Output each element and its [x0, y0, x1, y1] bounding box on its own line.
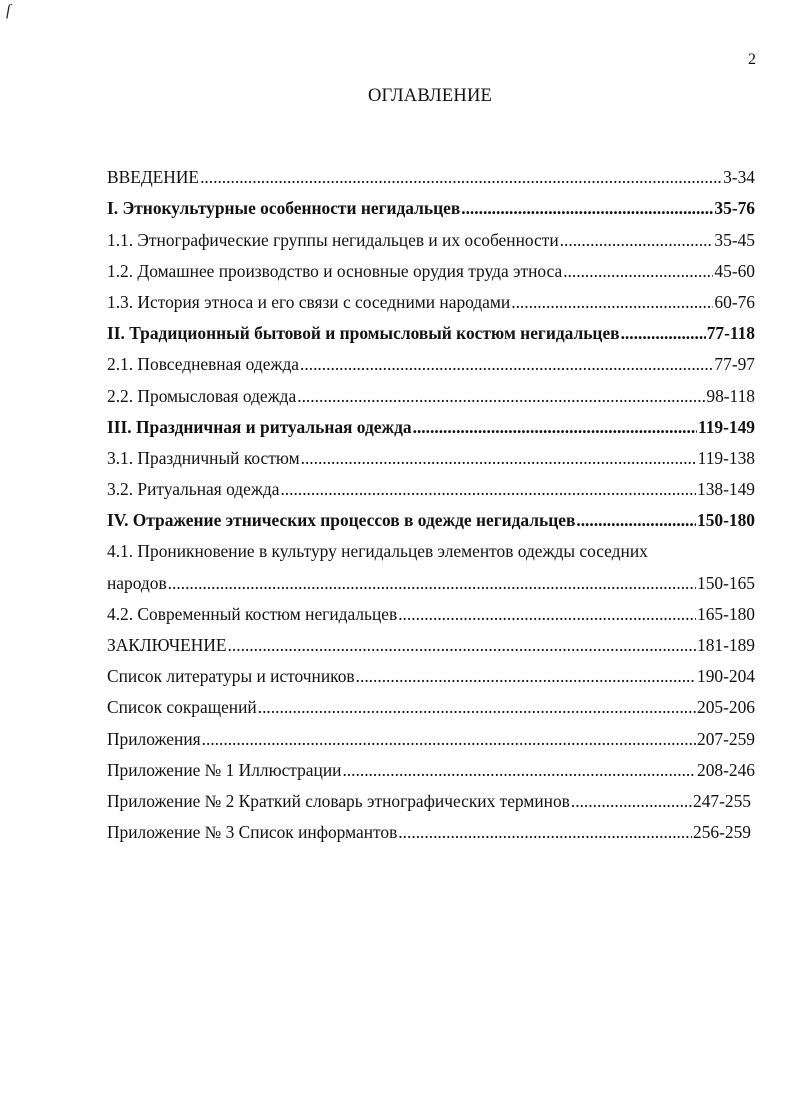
toc-entry-chapter-1[interactable] — [107, 188, 755, 219]
toc-entry-section-2-1[interactable] — [107, 344, 755, 375]
toc-entry-section-4-1-line1[interactable] — [107, 531, 755, 562]
dot-leader — [621, 322, 706, 344]
dot-leader — [258, 696, 696, 718]
dot-leader — [461, 197, 713, 219]
toc-entry-pages: 119-149 — [697, 416, 755, 437]
toc-entry-label: IV. Отражение этнических процессов в одежде негидальцев — [107, 510, 576, 531]
toc-entry-section-1-2[interactable] — [107, 251, 755, 282]
toc-entry-pages: 45-60 — [714, 260, 755, 281]
toc-entry-appendix-2[interactable] — [107, 781, 751, 812]
toc-entry-label: Приложение № 2 Краткий словарь этнографических терминов — [107, 790, 570, 811]
toc-entry-pages: 207-259 — [697, 728, 755, 749]
toc-entry-pages: 35-76 — [714, 198, 755, 219]
toc-entry-pages: 35-45 — [714, 229, 755, 250]
toc-entry-pages: 150-165 — [697, 572, 755, 593]
toc-entry-section-4-2[interactable] — [107, 594, 755, 625]
toc-entry-pages: 3-34 — [723, 167, 755, 188]
toc-entry-chapter-3[interactable] — [107, 407, 755, 438]
toc-entry-appendices[interactable] — [107, 718, 755, 749]
dot-leader — [342, 759, 696, 781]
toc-entry-label: 1.2. Домашнее производство и основные орудия труда этноса — [107, 260, 563, 281]
toc-entry-label: I. Этнокультурные особенности негидальцев — [107, 198, 461, 219]
toc-entry-label: 4.1. Проникновение в культуру негидальцев элементов одежды соседних — [107, 541, 648, 562]
toc-entry-label: Приложение № 3 Список информантов — [107, 822, 398, 843]
toc-entry-chapter-2[interactable] — [107, 313, 755, 344]
toc-entry-pages: 190-204 — [697, 666, 755, 687]
toc-entry-label: 1.1. Этнографические группы негидальцев и их особенности — [107, 229, 559, 250]
toc-entry-label: II. Традиционный бытовой и промысловый костюм негидальцев — [107, 323, 620, 344]
table-of-contents — [107, 157, 755, 843]
toc-entry-section-3-2[interactable] — [107, 469, 755, 500]
dot-leader — [560, 229, 714, 251]
dot-leader — [356, 665, 696, 687]
toc-entry-pages: 165-180 — [697, 603, 755, 624]
toc-entry-appendix-1[interactable] — [107, 750, 755, 781]
dot-leader — [511, 291, 713, 313]
toc-entry-pages: 77-118 — [706, 323, 755, 344]
dot-leader — [398, 603, 696, 625]
toc-entry-label: 3.1. Праздничный костюм — [107, 447, 300, 468]
dot-leader — [300, 353, 713, 375]
toc-entry-section-1-3[interactable] — [107, 282, 755, 313]
dot-leader — [228, 634, 696, 656]
toc-entry-conclusion[interactable] — [107, 625, 755, 656]
toc-entry-section-3-1[interactable] — [107, 438, 755, 469]
toc-entry-label: III. Праздничная и ритуальная одежда — [107, 416, 412, 437]
dot-leader — [168, 572, 696, 594]
toc-entry-pages: 77-97 — [714, 354, 755, 375]
dot-leader — [202, 728, 696, 750]
dot-leader — [398, 821, 692, 843]
toc-entry-label: 1.3. История этноса и его связи с соседними народами — [107, 291, 511, 312]
toc-entry-pages: 150-180 — [697, 510, 755, 531]
toc-entry-pages: 60-76 — [714, 291, 755, 312]
toc-entry-pages: 138-149 — [697, 479, 755, 500]
toc-entry-section-1-1[interactable] — [107, 219, 755, 250]
toc-entry-introduction[interactable] — [107, 157, 755, 188]
toc-entry-label: ВВЕДЕНИЕ — [107, 167, 200, 188]
dot-leader — [297, 385, 705, 407]
toc-entry-bibliography[interactable] — [107, 656, 755, 687]
toc-entry-label: 2.2. Промысловая одежда — [107, 385, 297, 406]
toc-entry-label: 2.1. Повседневная одежда — [107, 354, 300, 375]
toc-entry-label: Список литературы и источников — [107, 666, 355, 687]
dot-leader — [280, 478, 696, 500]
toc-entry-pages: 119-138 — [697, 447, 755, 468]
toc-entry-label: 3.2. Ритуальная одежда — [107, 479, 280, 500]
toc-entry-label: Список сокращений — [107, 697, 257, 718]
toc-entry-chapter-4[interactable] — [107, 500, 755, 531]
dot-leader — [563, 260, 713, 282]
page-number: 2 — [748, 51, 756, 68]
toc-entry-label: ЗАКЛЮЧЕНИЕ — [107, 635, 227, 655]
dot-leader — [200, 166, 722, 188]
dot-leader — [413, 416, 697, 438]
toc-entry-label: Приложение № 1 Иллюстрации — [107, 759, 342, 780]
toc-entry-section-4-1[interactable] — [107, 562, 755, 593]
toc-entry-pages: 205-206 — [697, 697, 755, 718]
toc-entry-appendix-3[interactable] — [107, 812, 751, 843]
toc-entry-pages: 98-118 — [706, 385, 755, 406]
toc-entry-pages: 181-189 — [697, 635, 755, 655]
toc-entry-pages: 208-246 — [697, 759, 755, 780]
dot-leader — [576, 509, 696, 531]
toc-entry-label: народов — [107, 572, 167, 593]
toc-entry-abbreviations[interactable] — [107, 687, 755, 718]
toc-entry-section-2-2[interactable] — [107, 375, 755, 406]
toc-entry-pages: 256-259 — [693, 822, 751, 843]
page-title: ОГЛАВЛЕНИЕ — [367, 86, 493, 106]
corner-mark: ſ — [6, 2, 11, 19]
dot-leader — [571, 790, 692, 812]
dot-leader — [301, 447, 697, 469]
toc-entry-label: Приложения — [107, 728, 201, 749]
toc-entry-pages: 247-255 — [693, 790, 751, 811]
toc-entry-label: 4.2. Современный костюм негидальцев — [107, 603, 398, 624]
